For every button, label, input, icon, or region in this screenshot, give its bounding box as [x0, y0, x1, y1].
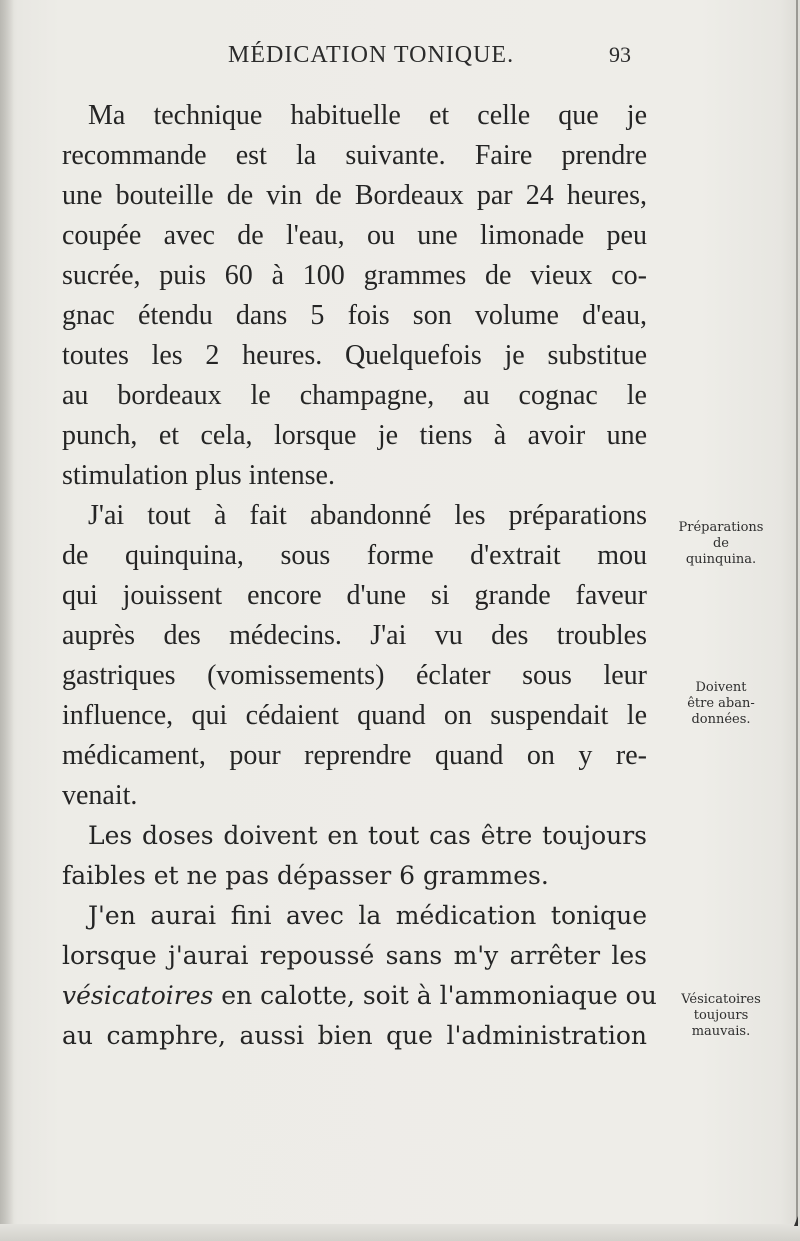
text-line: médicament, pour reprendre quand on y re- — [62, 740, 647, 771]
text-line: J'en aurai fini avec la médication tonique — [88, 901, 647, 930]
margin-note-quinquina — [656, 520, 786, 568]
text-line: faibles et ne pas dépasser 6 grammes. — [62, 861, 549, 890]
margin-note-line: Vésicatoires — [681, 992, 761, 1007]
margin-note-line: toujours — [693, 1008, 749, 1023]
margin-note-line: Doivent — [695, 680, 747, 695]
text-line: une bouteille de vin de Bordeaux par 24 heures, — [62, 180, 647, 211]
margin-note-line: de — [712, 536, 729, 551]
text-line: coupée avec de l'eau, ou une limonade peu — [62, 220, 647, 251]
text-line: influence, qui cédaient quand on suspendait le — [62, 700, 647, 731]
text-line: J'ai tout à fait abandonné les préparations — [88, 500, 647, 531]
bottom-edge — [0, 1224, 800, 1241]
text-line: venait. — [62, 780, 138, 811]
margin-note-line: mauvais. — [691, 1024, 751, 1039]
margin-note-doivent — [656, 680, 786, 728]
text-line: auprès des médecins. J'ai vu des troubles — [62, 620, 647, 651]
spine-shadow — [0, 0, 14, 1241]
page-number: 93 — [609, 42, 631, 67]
italic-term: vésicatoires — [62, 981, 214, 1010]
text-line: sucrée, puis 60 à 100 grammes de vieux co- — [62, 260, 647, 291]
text-line: stimulation plus intense. — [62, 460, 335, 491]
margin-note-line: Préparations — [678, 520, 764, 535]
text-line: Ma technique habituelle et celle que je — [88, 100, 647, 131]
margin-notes — [656, 0, 796, 1241]
text-line: Les doses doivent en tout cas être toujours — [88, 821, 647, 850]
margin-note-line: être aban- — [687, 696, 755, 711]
text-line: de quinquina, sous forme d'extrait mou — [62, 540, 647, 571]
text-line: punch, et cela, lorsque je tiens à avoir une — [62, 420, 647, 451]
text-line: gastriques (vomissements) éclater sous leur — [62, 660, 647, 691]
text-line: au camphre, aussi bien que l'administration — [62, 1021, 647, 1050]
text-line: gnac étendu dans 5 fois son volume d'eau, — [62, 300, 647, 331]
margin-note-line: données. — [691, 712, 751, 727]
text-line: recommande est la suivante. Faire prendre — [62, 140, 647, 171]
text-line: qui jouissent encore d'une si grande faveur — [62, 580, 647, 611]
margin-note-vesicatoires — [656, 992, 786, 1040]
text-line — [62, 976, 657, 1016]
text-line: toutes les 2 heures. Quelquefois je substitue — [62, 340, 647, 371]
running-title: MÉDICATION TONIQUE. — [228, 42, 515, 68]
corner-mark — [786, 1216, 798, 1226]
page-edge — [796, 0, 798, 1241]
text-line: au bordeaux le champagne, au cognac le — [62, 380, 647, 411]
text-run: en calotte, soit à l'ammoniaque ou — [213, 981, 657, 1010]
text-line: lorsque j'aurai repoussé sans m'y arrêter les — [62, 941, 647, 970]
margin-note-line: quinquina. — [685, 552, 757, 567]
